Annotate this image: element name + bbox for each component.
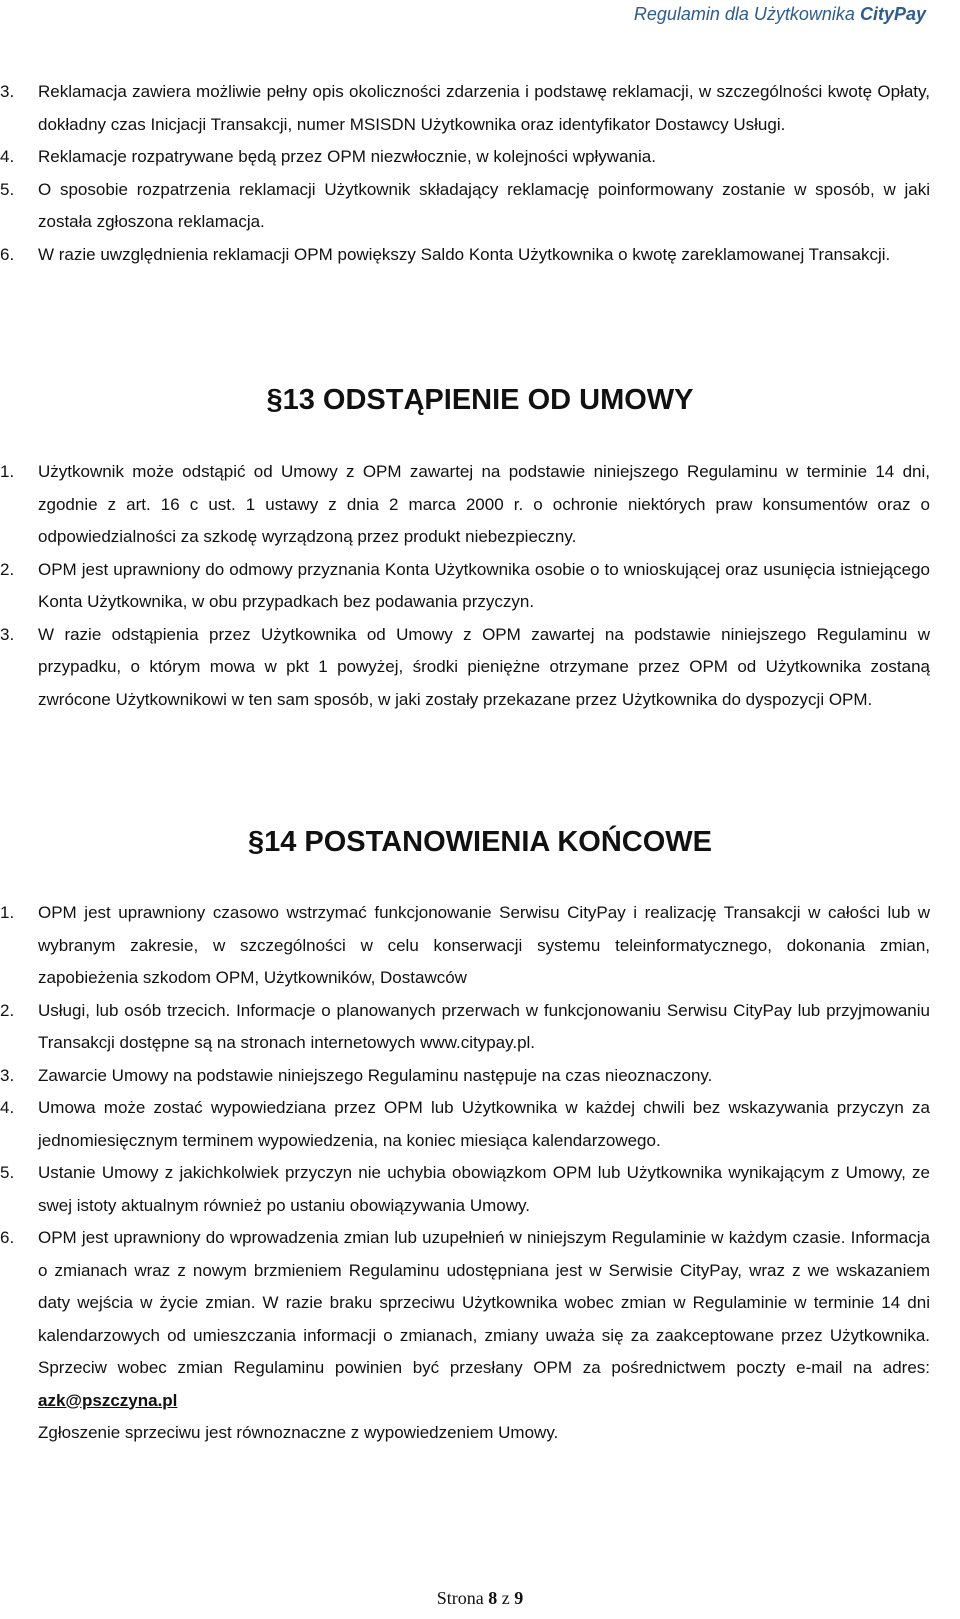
footer-current-page: 8 [488, 1588, 498, 1608]
list-item [0, 554, 930, 619]
item-text: Reklamacja zawiera możliwie pełny opis okoliczności zdarzenia i podstawę reklamacji, w szczególności kwotę Opłaty, dokładny czas Inicjacji Transakcji, numer MSISDN Użytkownika oraz identyfikator Dostawcy Usługi. [38, 82, 930, 134]
item-extra-text: Zgłoszenie sprzeciwu jest równoznaczne z wypowiedzeniem Umowy. [38, 1423, 559, 1442]
list-item [0, 619, 930, 717]
list-item [0, 1060, 930, 1093]
list-item [0, 1092, 930, 1157]
item-number: 3. [0, 624, 15, 644]
list-item [0, 1222, 930, 1450]
section-13-heading: §13 ODSTĄPIENIE OD UMOWY [266, 384, 694, 416]
item-number: 3. [0, 1065, 15, 1085]
header-title: Regulamin dla Użytkownika [633, 4, 855, 24]
list-item [0, 141, 930, 174]
item-text: OPM jest uprawniony do wprowadzenia zmian lub uzupełnień w niniejszym Regulaminie w każdym czasie. Informacja o zmianach wraz z nowym brzmieniem Regulaminu udostępniana jest w Serwisie CityPay, wraz z we wskazaniem daty wejścia w życie zmian. W razie braku sprzeciwu Użytkownika wobec zmian w Regulaminie w terminie 14 dni kalendarzowych od umieszczania informacji o zmianach, zmiany uważa się za zaakceptowane przez Użytkownika. Sprzeciw wobec zmian Regulaminu powinien być przesłany OPM za pośrednictwem poczty e-mail na adres: [38, 1228, 930, 1377]
item-number: 3. [0, 82, 15, 101]
item-number: 4. [0, 147, 15, 166]
item-number: 1. [0, 903, 15, 922]
page-header [634, 0, 926, 28]
list-item [0, 76, 930, 141]
item-number: 5. [0, 1163, 15, 1182]
section-13-list [0, 456, 930, 716]
item-number: 6. [0, 244, 15, 264]
item-text: Usługi, lub osób trzecich. Informacje o planowanych przerwach w funkcjonowaniu Serwisu CityPay lub przyjmowaniu Transakcji dostępne są na stronach internetowych www.citypay.pl. [38, 1000, 930, 1052]
section-14-heading: §14 POSTANOWIENIA KOŃCOWE [247, 826, 713, 858]
section-12-tail [0, 76, 930, 271]
list-item [0, 456, 930, 554]
footer-total-pages: 9 [514, 1588, 524, 1608]
item-number: 2. [0, 1000, 15, 1020]
email-link[interactable]: azk@pszczyna.pl [38, 1390, 178, 1410]
page-footer [0, 1588, 960, 1609]
item-text: Ustanie Umowy z jakichkolwiek przyczyn nie uchybia obowiązkom OPM lub Użytkownika wynikającym z Umowy, ze swej istoty aktualnym również po ustaniu obowiązywania Umowy. [38, 1163, 930, 1215]
item-text: O sposobie rozpatrzenia reklamacji Użytkownik składający reklamację poinformowany zostanie w sposób, w jaki została zgłoszona reklamacja. [38, 179, 930, 231]
item-text: OPM jest uprawniony czasowo wstrzymać funkcjonowanie Serwisu CityPay i realizację Transakcji w całości lub w wybranym zakresie, w szczególności w celu konserwacji systemu teleinformatycznego, dokonania zmian, zapobieżenia szkodom OPM, Użytkowników, Dostawców [38, 903, 930, 987]
item-text: Reklamacje rozpatrywane będą przez OPM niezwłocznie, w kolejności wpływania. [38, 147, 656, 166]
list-item [0, 1157, 930, 1222]
header-brand: CityPay [859, 4, 926, 24]
item-text: Umowa może zostać wypowiedziana przez OPM lub Użytkownika w każdej chwili bez wskazywania przyczyn za jednomiesięcznym terminem wypowiedzenia, na koniec miesiąca kalendarzowego. [38, 1098, 930, 1150]
list-item [0, 239, 930, 272]
item-number: 6. [0, 1228, 15, 1247]
footer-label: Strona [436, 1588, 484, 1608]
list-item [0, 897, 930, 995]
list-item [0, 995, 930, 1060]
item-text: Zawarcie Umowy na podstawie niniejszego Regulaminu następuje na czas nieoznaczony. [38, 1065, 713, 1085]
section-14-list [0, 897, 930, 1450]
item-number: 1. [0, 462, 15, 481]
item-number: 4. [0, 1098, 15, 1117]
footer-sep: z [501, 1588, 510, 1608]
list-item [0, 174, 930, 239]
item-text: OPM jest uprawniony do odmowy przyznania Konta Użytkownika osobie o to wnioskującej oraz usunięcia istniejącego Konta Użytkownika, w obu przypadkach bez podawania przyczyn. [38, 559, 930, 611]
item-number: 2. [0, 559, 15, 579]
item-text: W razie uwzględnienia reklamacji OPM powiększy Saldo Konta Użytkownika o kwotę zareklamowanej Transakcji. [38, 244, 891, 264]
item-text: W razie odstąpienia przez Użytkownika od Umowy z OPM zawartej na podstawie niniejszego Regulaminu w przypadku, o którym mowa w pkt 1 powyżej, środki pieniężne otrzymane przez OPM od Użytkownika zostaną zwrócone Użytkownikowi w ten sam sposób, w jaki zostały przekazane przez Użytkownika do dyspozycji OPM. [38, 624, 930, 709]
item-number: 5. [0, 179, 15, 199]
item-text: Użytkownik może odstąpić od Umowy z OPM zawartej na podstawie niniejszego Regulaminu w terminie 14 dni, zgodnie z art. 16 c ust. 1 ustawy z dnia 2 marca 2000 r. o ochronie niektórych praw konsumentów oraz o odpowiedzialności za szkodę wyrządzoną przez produkt niebezpieczny. [38, 462, 930, 546]
